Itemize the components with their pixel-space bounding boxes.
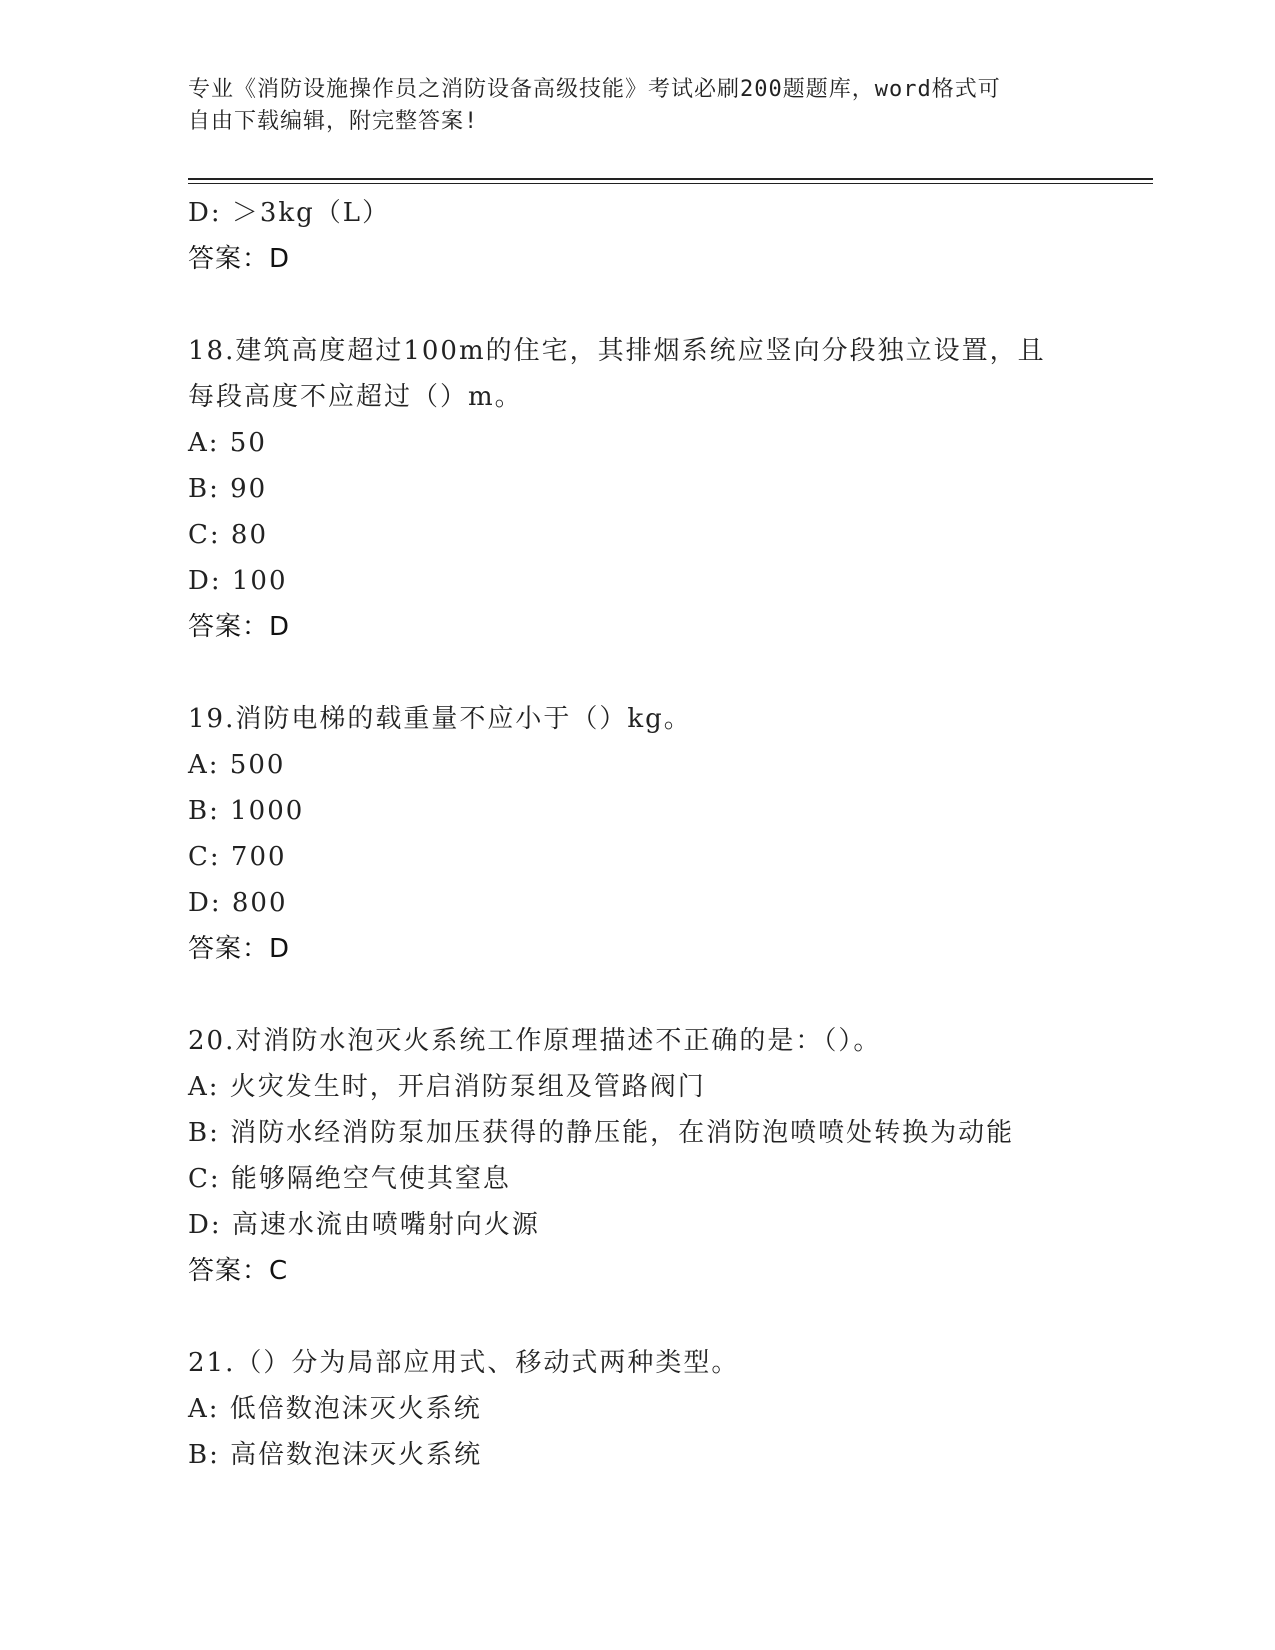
option-a: A: 50	[188, 428, 267, 458]
option-c: C: 700	[188, 842, 287, 872]
option-d: D: 高速水流由喷嘴射向火源	[188, 1210, 540, 1240]
option-b: B: 高倍数泡沫灭火系统	[188, 1440, 483, 1470]
question-20	[188, 1018, 1088, 1294]
question-stem-line-1: 21.（）分为局部应用式、移动式两种类型。	[188, 1348, 740, 1378]
answer: 答案：D	[188, 934, 291, 964]
question-stem-line-1: 20.对消防水泡灭火系统工作原理描述不正确的是：（）。	[188, 1026, 882, 1056]
option-c: C: 80	[188, 520, 269, 550]
option-d: D: 100	[188, 566, 288, 596]
question-21	[188, 1340, 1088, 1478]
option-c: C: 能够隔绝空气使其窒息	[188, 1164, 511, 1194]
question-stem-line-2: 每段高度不应超过（）m。	[188, 382, 523, 412]
header-title-line-2: 自由下载编辑，附完整答案!	[188, 109, 479, 134]
header-divider-thick	[188, 178, 1153, 180]
spacer	[188, 1294, 1088, 1340]
spacer	[188, 650, 1088, 696]
question-stem-line-1: 18.建筑高度超过100m的住宅，其排烟系统应竖向分段独立设置，且	[188, 336, 1046, 366]
prev-option-d: D: ＞3kg（L）	[188, 198, 391, 228]
header-title-line-1: 专业《消防设施操作员之消防设备高级技能》考试必刷200题题库，word格式可	[188, 77, 1001, 102]
question-18	[188, 328, 1088, 650]
document-header	[188, 74, 1068, 138]
prev-answer: 答案：D	[188, 244, 291, 274]
spacer	[188, 282, 1088, 328]
question-19	[188, 696, 1088, 972]
option-d: D: 800	[188, 888, 288, 918]
option-a: A: 低倍数泡沫灭火系统	[188, 1394, 482, 1424]
answer: 答案：D	[188, 612, 291, 642]
option-a: A: 火灾发生时，开启消防泵组及管路阀门	[188, 1072, 706, 1102]
option-a: A: 500	[188, 750, 286, 780]
option-b: B: 90	[188, 474, 268, 504]
spacer	[188, 972, 1088, 1018]
question-content	[188, 190, 1088, 1478]
header-divider-thin	[188, 183, 1153, 184]
answer: 答案：C	[188, 1256, 289, 1286]
option-b: B: 1000	[188, 796, 305, 826]
question-stem-line-1: 19.消防电梯的载重量不应小于（）kg。	[188, 704, 692, 734]
option-b: B: 消防水经消防泵加压获得的静压能，在消防泡喷喷处转换为动能	[188, 1118, 1015, 1148]
